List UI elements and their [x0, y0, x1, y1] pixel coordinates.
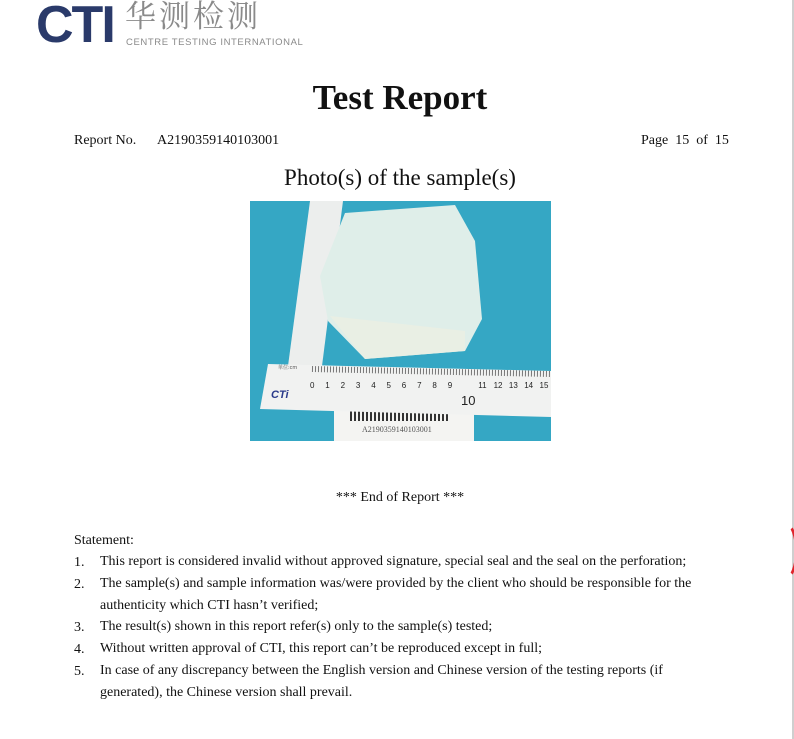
statement-item [74, 551, 714, 573]
page-title: Test Report [312, 78, 488, 117]
ruler-digit: 4 [371, 381, 376, 390]
ruler-digit: 2 [340, 381, 346, 390]
page-current: 15 [675, 133, 690, 148]
sample-photo [250, 201, 551, 441]
photo-section-title: Photo(s) of the sample(s) [284, 165, 516, 190]
statement-item [74, 616, 714, 638]
statement-item [74, 573, 714, 616]
ruler-digit: 11 [478, 381, 487, 390]
item-number: 3. [74, 620, 85, 635]
page-label: Page [641, 133, 669, 148]
item-number: 4. [74, 642, 85, 657]
page-indicator [641, 132, 729, 149]
ruler-digit: 3 [355, 381, 361, 390]
item-number: 1. [74, 555, 85, 570]
ruler-brand: CTi [271, 389, 289, 401]
item-text: This report is considered invalid without approved signature, special seal and the seal on the perforation; [100, 554, 687, 569]
item-text: The result(s) shown in this report refer(s) only to the sample(s) tested; [100, 619, 493, 634]
report-no: A2190359140103001 [157, 133, 280, 148]
barcode-text: A2190359140103001 [362, 425, 432, 434]
page-of: of [696, 133, 708, 148]
statement-heading: Statement: [74, 533, 134, 548]
ruler-digit: 13 [508, 381, 518, 390]
ruler-digit: 15 [539, 381, 549, 390]
item-text: Without written approval of CTI, this report can’t be reproduced except in full; [100, 641, 542, 656]
ruler-digit: 5 [386, 381, 391, 390]
ruler-big-label: 10 [461, 393, 476, 408]
ruler-digit: 6 [401, 381, 407, 390]
statement-item [74, 660, 714, 703]
ruler-digit: 7 [417, 381, 422, 390]
end-of-report: *** End of Report *** [335, 490, 465, 505]
ruler-digit: 8 [432, 381, 437, 390]
ruler-digit: 14 [524, 381, 534, 390]
cti-logo: CTI [36, 0, 114, 54]
item-number: 2. [74, 577, 85, 592]
ruler-digit: 9 [447, 381, 453, 390]
item-text: The sample(s) and sample information was/were provided by the client who should be responsible for the authenticity which CTI hasn’t verified; [100, 576, 692, 613]
logo-english-name: CENTRE TESTING INTERNATIONAL [126, 37, 304, 48]
ruler-unit: 单位:cm [278, 365, 298, 371]
item-number: 5. [74, 664, 85, 679]
perforation-seal-mark [772, 522, 794, 580]
sample-photo-drawing [250, 201, 551, 441]
ruler-digit: 12 [493, 381, 503, 390]
statement-item [74, 638, 714, 660]
logo-chinese-name: 华测检测 [125, 0, 261, 35]
report-no-label: Report No. [74, 133, 137, 148]
page-total: 15 [714, 133, 729, 148]
ruler-digit: 0 [310, 381, 315, 390]
ruler-digit: 1 [325, 381, 330, 390]
item-text: In case of any discrepancy between the English version and Chinese version of the testing reports (if generated), the Chinese version shall prevail. [100, 663, 663, 700]
